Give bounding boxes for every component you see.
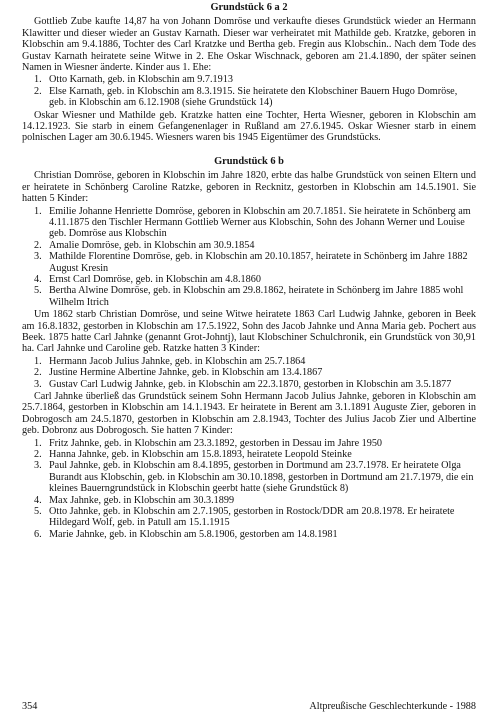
list-text: Justine Hermine Albertine Jahnke, geb. in Klobschin am 13.4.1867 xyxy=(49,367,323,379)
paragraph-wiesner: Oskar Wiesner und Mathilde geb. Kratzke hatten eine Tochter, Herta Wiesner, geboren in Klobschin am 14.12.1923. Sie starb in einem Gefangenenlager in Rußland am 27.6.1945. Oskar Wiesner starb in einem polnischen Lager am 30.6.1945. Wiesners waren bis 1945 Eigentümer des Grundstücks. xyxy=(22,109,476,144)
list-number: 2. xyxy=(34,239,42,251)
paragraph-christian-domroese: Christian Domröse, geboren in Klobschin im Jahre 1820, erbte das halbe Grundstück von seinen Eltern und er heiratete in Schönberg Caroline Ratzke, geboren in Recknitz, gestorben in Klobschin am 14.5.1901. Sie hatten 5 Kinder: xyxy=(22,170,476,205)
list-item xyxy=(22,356,476,367)
page-number: 354 xyxy=(22,701,38,712)
document-page xyxy=(22,2,476,541)
list-text: Ernst Carl Domröse, geb. in Klobschin am 4.8.1860 xyxy=(49,273,261,285)
list-item xyxy=(22,74,476,85)
list-number: 2. xyxy=(34,449,42,461)
list-number: 2. xyxy=(34,85,42,97)
page-footer xyxy=(22,701,476,712)
list-item xyxy=(22,529,476,540)
children-list-carl-jahnke xyxy=(22,356,476,390)
list-item xyxy=(22,251,476,274)
list-item xyxy=(22,274,476,285)
list-number: 6. xyxy=(34,528,42,540)
list-item xyxy=(22,506,476,529)
list-number: 1. xyxy=(34,355,42,367)
list-text: Else Karnath, geb. in Klobschin am 8.3.1915. Sie heiratete den Klobschiner Bauern Hugo Domröse, geb. in Klobschin am 6.12.1908 (siehe Grundstück 14) xyxy=(49,85,458,109)
children-list-hermann-jahnke xyxy=(22,438,476,541)
list-text: Fritz Jahnke, geb. in Klobschin am 23.3.1892, gestorben in Dessau im Jahre 1950 xyxy=(49,437,383,449)
list-text: Max Jahnke, geb. in Klobschin am 30.3.1899 xyxy=(49,494,235,506)
list-number: 1. xyxy=(34,74,42,86)
list-item xyxy=(22,438,476,449)
children-list-karnath xyxy=(22,74,476,108)
children-list-domroese xyxy=(22,206,476,309)
list-item xyxy=(22,206,476,240)
list-item xyxy=(22,240,476,251)
list-text: Otto Jahnke, geb. in Klobschin am 2.7.1905, gestorben in Rostock/DDR am 20.8.1978. Er heiratete Hildegard Wolf, geb. in Patull am 15.1.1915 xyxy=(49,506,455,529)
list-number: 1. xyxy=(34,205,42,217)
paragraph-carl-jahnke: Um 1862 starb Christian Domröse, und seine Witwe heiratete 1863 Carl Ludwig Jahnke, geboren in Beek am 16.8.1832, gestorben in Klobschin am 17.5.1922, Sohn des Jacob Jahnke und Anna Maria geb. Pochert aus Beek. 1875 hatte Carl Jahnke (genannt Grot-Johntj), laut Klobschiner Schulchronik, ein Grundstück von 30,91 ha. Carl Jahnke und Caroline geb. Ratzke hatten 3 Kinder: xyxy=(22,309,476,355)
list-text: Marie Jahnke, geb. in Klobschin am 5.8.1906, gestorben am 14.8.1981 xyxy=(49,528,338,540)
paragraph-hermann-jahnke: Carl Jahnke überließ das Grundstück seinem Sohn Hermann Jacob Julius Jahnke, geboren in Klobschin am 25.7.1864, gestorben in Klobschin am 14.1.1943. Er heiratete in Berent am 3.1.1891 Auguste Zier, geboren in Dobrogosch am 24.5.1870, gestorben in Klobschin am 2.8.1943, Tochter des Julius Jacob Zier und Albertine geb. Dobronz aus Dobrogosch. Sie hatten 7 Kinder: xyxy=(22,391,476,437)
list-text: Emilie Johanne Henriette Domröse, geboren in Klobschin am 20.7.1851. Sie heiratete in Schönberg am 4.11.1875 den Tischler Hermann Gottlieb Werner aus Klobschin, Sohn des Johann Werner und Louise geb. Domröse aus Klobschin xyxy=(49,205,471,240)
list-item xyxy=(22,379,476,390)
list-text: Mathilde Florentine Domröse, geb. in Klobschin am 20.10.1857, heiratete in Schönberg im Jahre 1882 August Kresin xyxy=(49,251,468,274)
list-number: 2. xyxy=(34,367,42,379)
list-number: 1. xyxy=(34,437,42,449)
list-number: 5. xyxy=(34,285,42,297)
list-item xyxy=(22,285,476,308)
list-item xyxy=(22,495,476,506)
list-item xyxy=(22,86,476,109)
list-text: Gustav Carl Ludwig Jahnke, geb. in Klobschin am 22.3.1870, gestorben in Klobschin am 3.5.1877 xyxy=(49,378,452,390)
paragraph-zube-karnath: Gottlieb Zube kaufte 14,87 ha von Johann Domröse und verkaufte dieses Grundstück wieder an Hermann Klawitter und dieser wieder an Gustav Karnath. Dieser war verheiratet mit Mathilde geb. Kratzke, geboren in Klobschin am 9.4.1886, Tochter des Carl Kratzke und Bertha geb. Fregin aus Klobschin.. Nach dem Tode des Gustav Karnath heiratete seine Witwe in 2. Ehe Oskar Wischnack, geboren am 21.4.1890, der später seinen Namen in Wiesner änderte. Kinder aus 1. Ehe: xyxy=(22,16,476,74)
list-item xyxy=(22,460,476,494)
list-text: Hanna Jahnke, geb. in Klobschin am 15.8.1893, heiratete Leopold Steinke xyxy=(49,449,352,461)
list-text: Paul Jahnke, geb. in Klobschin am 8.4.1895, gestorben in Dortmund am 23.7.1978. Er heiratete Olga Burandt aus Klobschin, geb. in Klobschin am 30.10.1898, gestorben in Dortmund am 21.7.1979, die ein kleines Bauerngrundstück in Klobschin geerbt hatte (siehe Grundstück 8) xyxy=(49,460,474,495)
list-number: 3. xyxy=(34,251,42,263)
list-number: 4. xyxy=(34,273,42,285)
list-number: 3. xyxy=(34,378,42,390)
list-item xyxy=(22,449,476,460)
section-heading-6b: Grundstück 6 b xyxy=(214,155,284,167)
list-text: Amalie Domröse, geb. in Klobschin am 30.9.1854 xyxy=(49,239,255,251)
list-text: Bertha Alwine Domröse, geb. in Klobschin am 29.8.1862, heiratete in Schönberg im Jahre 1885 wohl Wilhelm Itrich xyxy=(49,285,464,308)
list-number: 5. xyxy=(34,506,42,518)
journal-title: Altpreußische Geschlechterkunde - 1988 xyxy=(309,701,476,712)
list-text: Otto Karnath, geb. in Klobschin am 9.7.1913 xyxy=(49,74,233,86)
list-item xyxy=(22,367,476,378)
list-number: 3. xyxy=(34,460,42,472)
list-text: Hermann Jacob Julius Jahnke, geb. in Klobschin am 25.7.1864 xyxy=(49,355,306,367)
list-number: 4. xyxy=(34,494,42,506)
section-heading-6a2: Grundstück 6 a 2 xyxy=(210,2,288,13)
